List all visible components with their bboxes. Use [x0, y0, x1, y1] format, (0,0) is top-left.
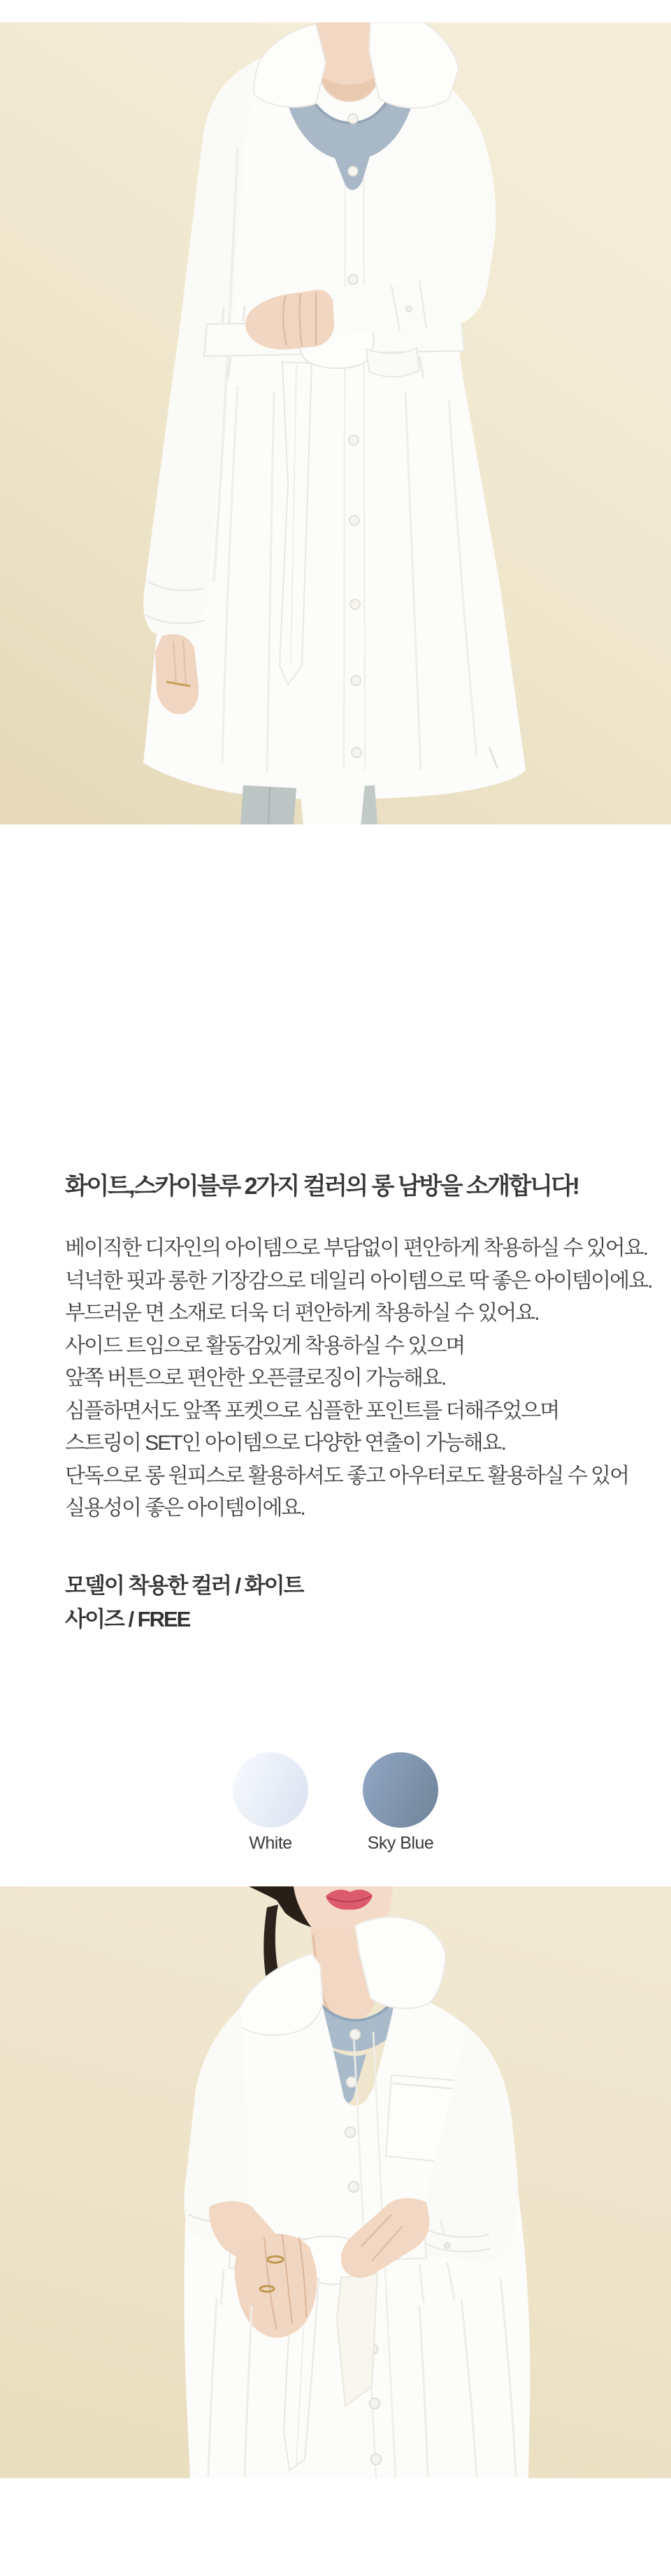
- swatch-white: [229, 1752, 312, 1854]
- swatch-sky-blue: [359, 1752, 442, 1854]
- description-line: 앞쪽 버튼으로 편안한 오픈클로징이 가능해요.: [65, 1367, 446, 1390]
- belt-tail-wide: [337, 2273, 377, 2406]
- model-color-line: 모델이 착용한 컬러 / 화이트: [65, 1573, 303, 1598]
- description-line: 단독으로 롱 원피스로 활용하셔도 좋고 아우터로도 활용하실 수 있어: [65, 1464, 629, 1487]
- white-swatch-circle: [233, 1752, 308, 1828]
- model-photo-bottom-illustration: [0, 1886, 671, 2478]
- product-description: [65, 1232, 651, 1525]
- model-photo-bottom: [0, 1886, 671, 2478]
- model-photo-top: [0, 22, 671, 824]
- description-line: 부드러운 면 소재로 더욱 더 편안하게 착용하실 수 있어요.: [65, 1302, 539, 1325]
- description-line: 스트링이 SET인 아이템으로 다양한 연출이 가능해요.: [65, 1432, 505, 1455]
- description-line: 실용성이 좋은 아이템이에요.: [65, 1497, 305, 1520]
- description-line: 심플하면서도 앞쪽 포켓으로 심플한 포인트를 더해주었으며: [65, 1399, 559, 1422]
- description-line: 베이직한 디자인의 아이템으로 부담없이 편안하게 착용하실 수 있어요.: [65, 1237, 648, 1260]
- description-line: 사이드 트임으로 활동감있게 착용하실 수 있으며: [65, 1334, 465, 1358]
- color-swatches: [0, 1752, 671, 1854]
- model-info: [65, 1569, 303, 1636]
- cuff-button: [406, 306, 412, 312]
- description-line: 넉넉한 핏과 롱한 기장감으로 데일리 아이템으로 딱 좋은 아이템이에요.: [65, 1269, 652, 1293]
- left-hand: [155, 634, 199, 714]
- sky-blue-swatch-circle: [363, 1752, 438, 1828]
- model-photo-top-illustration: [0, 22, 671, 824]
- size-line: 사이즈 / FREE: [65, 1607, 190, 1631]
- sky-blue-swatch-label: Sky Blue: [367, 1833, 434, 1853]
- white-swatch-label: White: [249, 1833, 292, 1853]
- skirt-front-tab: [299, 781, 365, 824]
- intro-heading: 화이트,스카이블루 2가지 컬러의 롱 남방을 소개합니다!: [65, 1172, 579, 1200]
